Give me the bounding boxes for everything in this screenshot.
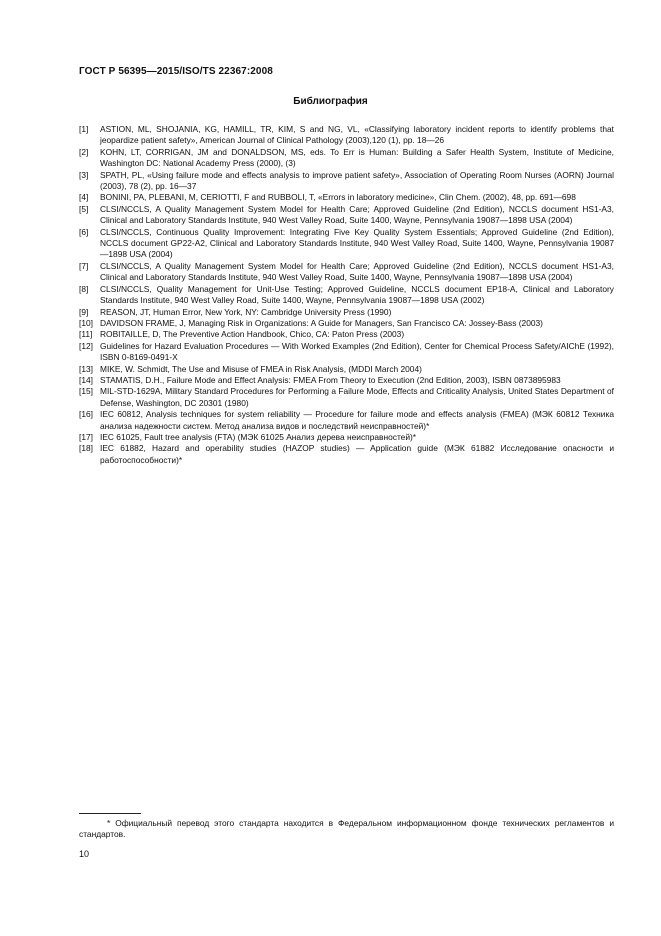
reference-text: BONINI, PA, PLEBANI, M, CERIOTTI, F and RUBBOLI, T, «Errors in laboratory medicine», Clin Chem. (2002), 48, pp. 691—698 (100, 192, 576, 203)
reference-entry (79, 409, 614, 432)
reference-text: STAMATIS, D.H., Failure Mode and Effect Analysis: FMEA From Theory to Execution (2nd Edition, 2003), ISBN 0873895983 (100, 374, 561, 385)
reference-entry (79, 432, 614, 443)
reference-text: DAVIDSON FRAME, J, Managing Risk in Organizations: A Guide for Managers, San Francisco CA: Jossey-Bass (2003) (100, 317, 543, 328)
reference-entry (79, 386, 614, 409)
reference-entry (79, 170, 614, 193)
reference-entry (79, 375, 614, 386)
reference-entry (79, 307, 614, 318)
reference-entry (79, 364, 614, 375)
footnote-divider (79, 813, 141, 814)
reference-number: [17] (79, 431, 93, 442)
reference-number: [8] (79, 283, 89, 294)
reference-text: MIL-STD-1629A, Military Standard Procedures for Performing a Failure Mode, Effects and Criticality Analysis, United States Department of Defense, Washington, DC 20301 (1980) (100, 386, 614, 408)
reference-number: [4] (79, 192, 89, 203)
reference-entry (79, 261, 614, 284)
reference-number: [11] (79, 329, 93, 340)
reference-text: CLSI/NCCLS, Continuous Quality Improvement: Integrating Five Key Quality System Essentials; Approved Guideline (2nd Edition), NCCLS document GP22-A2, Clinical and Laboratory Standards Institute, 940 West Valley Road, Suite 1400, Wayne, Pennsylvania 19087—1898 USA (2004) (100, 226, 614, 260)
reference-text: CLSI/NCCLS, A Quality Management System Model for Health Care; Approved Guideline (2nd Edition), NCCLS document HS1-A3, Clinical and Laboratory Standards Institute, 940 West Valley Road, Suite 1400, Wayne, Pennsylvania 19087—1898 USA (2004) (100, 203, 614, 226)
reference-entry (79, 443, 614, 466)
reference-number: [16] (79, 409, 93, 420)
reference-number: [6] (79, 226, 89, 237)
reference-entry (79, 192, 614, 203)
reference-text: ROBITAILLE, D, The Preventive Action Handbook, Chico, CA: Paton Press (2003) (100, 329, 405, 340)
page-number: 10 (79, 849, 90, 859)
footnote: * Официальный перевод этого стандарта находится в Федеральном информационном фонде технических регламентов и стандартов. (79, 818, 614, 840)
reference-entry (79, 341, 614, 364)
bibliography-list (79, 124, 614, 466)
reference-entry (79, 329, 614, 340)
reference-number: [2] (79, 146, 89, 157)
reference-number: [5] (79, 203, 89, 214)
reference-number: [15] (79, 386, 93, 397)
reference-text: KOHN, LT, CORRIGAN, JM and DONALDSON, MS, eds. To Err is Human: Building a Safer Health System, Institute of Medicine, Washington DC: National Academy Press (2000), (3) (100, 146, 614, 169)
document-header: ГОСТ Р 56395—2015/ISO/TS 22367:2008 (79, 66, 273, 77)
reference-text: IEC 61025, Fault tree analysis (FTA) (МЭК 61025 Анализ дерева неисправностей)* (100, 431, 417, 442)
reference-entry (79, 227, 614, 261)
reference-number: [14] (79, 374, 93, 385)
reference-entry (79, 318, 614, 329)
reference-text: CLSI/NCCLS, Quality Management for Unit-Use Testing; Approved Guideline, NCCLS document EP18-A, Clinical and Laboratory Standards Institute, 940 West Valley Road, Suite 1400, Wayne, Pennsylvania 19087—1898 USA (2002) (100, 283, 614, 306)
reference-number: [9] (79, 306, 89, 317)
reference-number: [12] (79, 340, 93, 351)
reference-number: [13] (79, 363, 93, 374)
reference-entry (79, 284, 614, 307)
section-title: Библиография (293, 96, 368, 107)
reference-entry (79, 124, 614, 147)
reference-number: [1] (79, 124, 89, 134)
reference-text: ASTION, ML, SHOJANIA, KG, HAMILL, TR, KIM, S and NG, VL, «Classifying laboratory incident reports to identify problems that jeopardize patient safety», American Journal of Clinical Pathology (2003),120 (1), pp. 18—26 (100, 124, 614, 146)
reference-text: SPATH, PL, «Using failure mode and effects analysis to improve patient safety», Association of Operating Room Nurses (AORN) Journal (2003), 78 (2), pp. 16—37 (100, 169, 614, 192)
reference-text: IEC 61882, Hazard and operability studies (HAZOP studies) — Application guide (МЭК 61882 Исследование опасности и работоспособности)* (100, 443, 614, 465)
reference-number: [10] (79, 317, 93, 328)
reference-text: IEC 60812, Analysis techniques for system reliability — Procedure for failure mode and effects analysis (FMEA) (МЭК 60812 Техника анализа надежности систем. Метод анализа видов и последствий неисправностей)* (100, 409, 614, 431)
reference-text: Guidelines for Hazard Evaluation Procedures — With Worked Examples (2nd Edition), Center for Chemical Process Safety/AIChE (1992), ISBN 0-8169-0491-X (100, 340, 614, 363)
reference-text: MIKE, W. Schmidt, The Use and Misuse of FMEA in Risk Analysis, (MDDI March 2004) (100, 363, 422, 374)
reference-entry (79, 204, 614, 227)
reference-number: [7] (79, 260, 89, 271)
reference-entry (79, 147, 614, 170)
reference-text: CLSI/NCCLS, A Quality Management System Model for Health Care; Approved Guideline (2nd Edition), NCCLS document HS1-A3, Clinical and Laboratory Standards Institute, 940 West Valley Road, Suite 1400, Wayne, Pennsylvania 19087—1898 USA (2004) (100, 260, 614, 283)
reference-number: [3] (79, 169, 89, 180)
reference-number: [18] (79, 443, 93, 454)
reference-text: REASON, JT, Human Error, New York, NY: Cambridge University Press (1990) (100, 306, 392, 317)
